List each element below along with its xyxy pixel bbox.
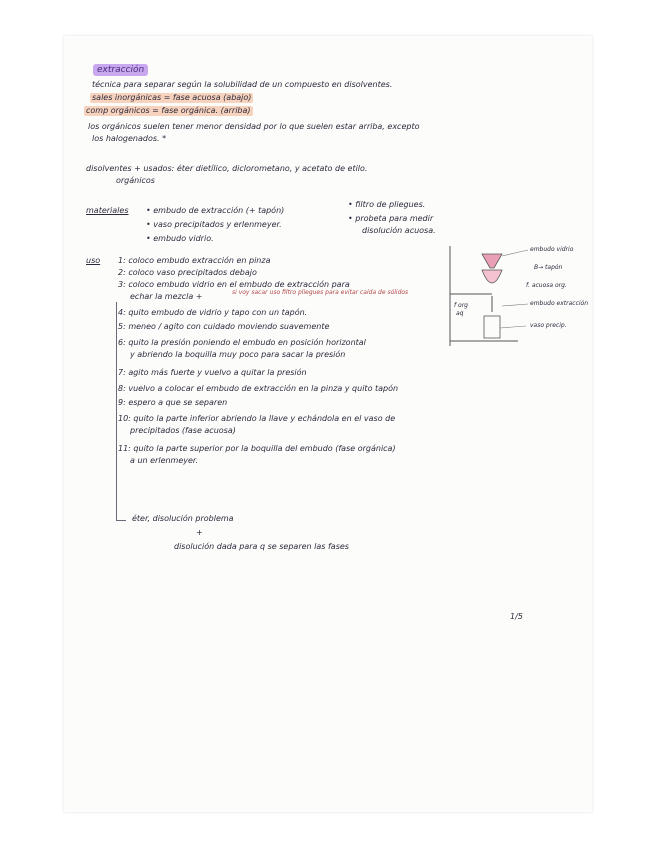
material-item: • probeta para medir [348,214,434,223]
material-item: • embudo vidrio. [146,234,214,243]
step-line: 2: coloco vaso precipitados debajo [118,268,257,277]
disolventes-line: disolventes + usados: éter dietílico, diclorometano, y acetato de etilo. [86,164,368,173]
page-title: extracción [93,64,148,76]
materiales-label: materiales [86,206,129,215]
sketch-label-embudo-vidrio: embudo vidrio [530,246,574,253]
material-item: • embudo de extracción (+ tapón) [146,206,285,215]
material-item: disolución acuosa. [362,226,436,235]
material-item: • vaso precipitados y erlenmeyer. [146,220,282,229]
step-line: precipitados (fase acuosa) [130,426,236,435]
step-line: 6: quito la presión poniendo el embudo en posición horizontal [118,338,366,347]
arrow-line [116,520,126,521]
bottom-plus: + [196,528,203,537]
step-line: 4: quito embudo de vidrio y tapo con un tapón. [118,308,308,317]
sketch-label-tapon: B→ tapón [534,264,563,271]
step-line: y abriendo la boquilla muy poco para sacar la presión [130,350,346,359]
disolventes-sub: orgánicos [116,176,155,185]
intro-line-1: técnica para separar según la solubilidad de un compuesto en disolventes. [92,80,393,89]
step-line: 3: coloco embudo vidrio en el embudo de extracción para [118,280,350,289]
intro-line-3: comp orgánicos = fase orgánica. (arriba) [86,106,251,115]
step-line: 5: meneo / agito con cuidado moviendo suavemente [118,322,330,331]
notebook-page [64,36,592,812]
sketch-label-f-acuosa: f. acuosa org. [526,282,567,289]
uso-label: uso [86,256,101,265]
sketch-label-embudo-extraccion: embudo extracción [530,300,589,307]
intro-line-4: los orgánicos suelen tener menor densidad por lo que suelen estar arriba, excepto [88,122,420,131]
intro-line-2: sales inorgánicas = fase acuosa (abajo) [92,93,252,102]
bottom-line-1: éter, disolución problema [132,514,234,523]
bottom-line-2: disolución dada para q se separen las fases [174,542,349,551]
material-item: • filtro de pliegues. [348,200,426,209]
step-line: 8: vuelvo a colocar el embudo de extracción en la pinza y quito tapón [118,384,399,393]
step-line: 1: coloco embudo extracción en pinza [118,256,271,265]
step-line: 7: agito más fuerte y vuelvo a quitar la presión [118,368,307,377]
sketch-label-f-org: f org [454,302,468,309]
step-line: 11: quito la parte superior por la boquilla del embudo (fase orgánica) [118,444,396,453]
step-line: 9: espero a que se separen [118,398,228,407]
sketch-label-aq: aq [456,310,464,317]
step-line: 10: quito la parte inferior abriendo la llave y echándola en el vaso de [118,414,396,423]
sketch-label-vaso: vaso precip. [530,322,567,329]
intro-line-5: los halogenados. * [92,134,167,143]
apparatus-sketch [448,246,558,346]
side-note: si voy sacar uso filtro pliegues para evitar caída de sólidos [232,289,409,296]
step-line: a un erlenmeyer. [130,456,199,465]
page-number: 1/5 [510,612,523,621]
step-line: echar la mezcla + [130,292,203,301]
bracket-line [116,302,117,520]
